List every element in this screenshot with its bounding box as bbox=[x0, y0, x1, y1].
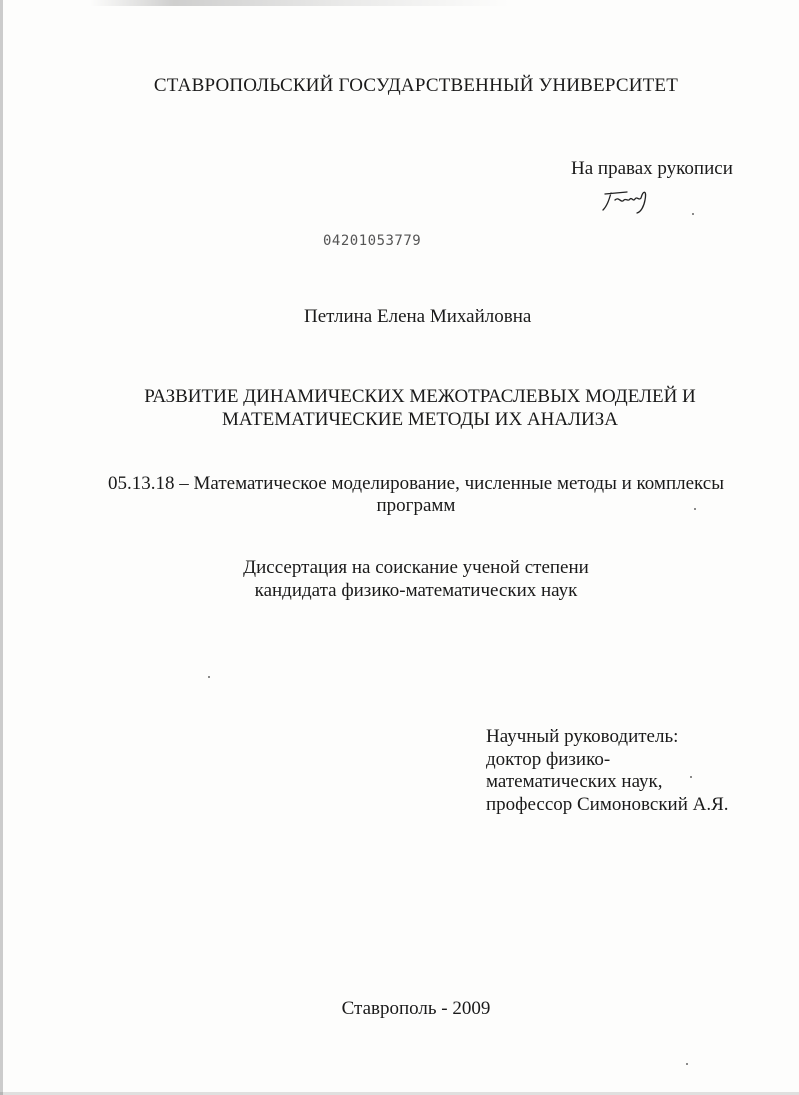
scan-speck bbox=[686, 1063, 688, 1065]
specialty-line-1: 05.13.18 – Математическое моделирование, численные методы и комплексы bbox=[108, 473, 724, 494]
manuscript-rights-note: На правах рукописи bbox=[571, 158, 733, 179]
dissertation-title-line-2: МАТЕМАТИЧЕСКИЕ МЕТОДЫ ИХ АНАЛИЗА bbox=[222, 409, 618, 430]
supervisor-line-4: профессор Симоновский А.Я. bbox=[486, 793, 729, 815]
supervisor-line-1: Научный руководитель: bbox=[486, 726, 679, 747]
supervisor-block bbox=[486, 726, 729, 816]
degree-line-1: Диссертация на соискание ученой степени bbox=[243, 557, 589, 578]
scan-edge-left bbox=[0, 0, 3, 1095]
scan-speck bbox=[692, 213, 694, 215]
city-year: Ставрополь - 2009 bbox=[341, 998, 491, 1019]
supervisor-line-3: математических наук, bbox=[486, 771, 663, 792]
supervisor-line-2: доктор физико- bbox=[486, 748, 611, 770]
university-name: СТАВРОПОЛЬСКИЙ ГОСУДАРСТВЕННЫЙ УНИВЕРСИТЕТ bbox=[153, 75, 679, 96]
author-name: Петлина Елена Михайловна bbox=[304, 306, 532, 327]
scan-edge-top bbox=[90, 0, 510, 6]
signature-icon bbox=[597, 186, 657, 216]
specialty-line-2: программ bbox=[376, 495, 456, 516]
dissertation-title-line-1: РАЗВИТИЕ ДИНАМИЧЕСКИХ МЕЖОТРАСЛЕВЫХ МОДЕЛЕЙ И bbox=[144, 386, 696, 407]
inventory-stamp-number: 04201053779 bbox=[323, 233, 422, 249]
scan-speck bbox=[208, 676, 210, 678]
scan-speck bbox=[690, 776, 692, 778]
scan-speck bbox=[694, 508, 696, 510]
degree-line-2: кандидата физико-математических наук bbox=[254, 580, 578, 601]
